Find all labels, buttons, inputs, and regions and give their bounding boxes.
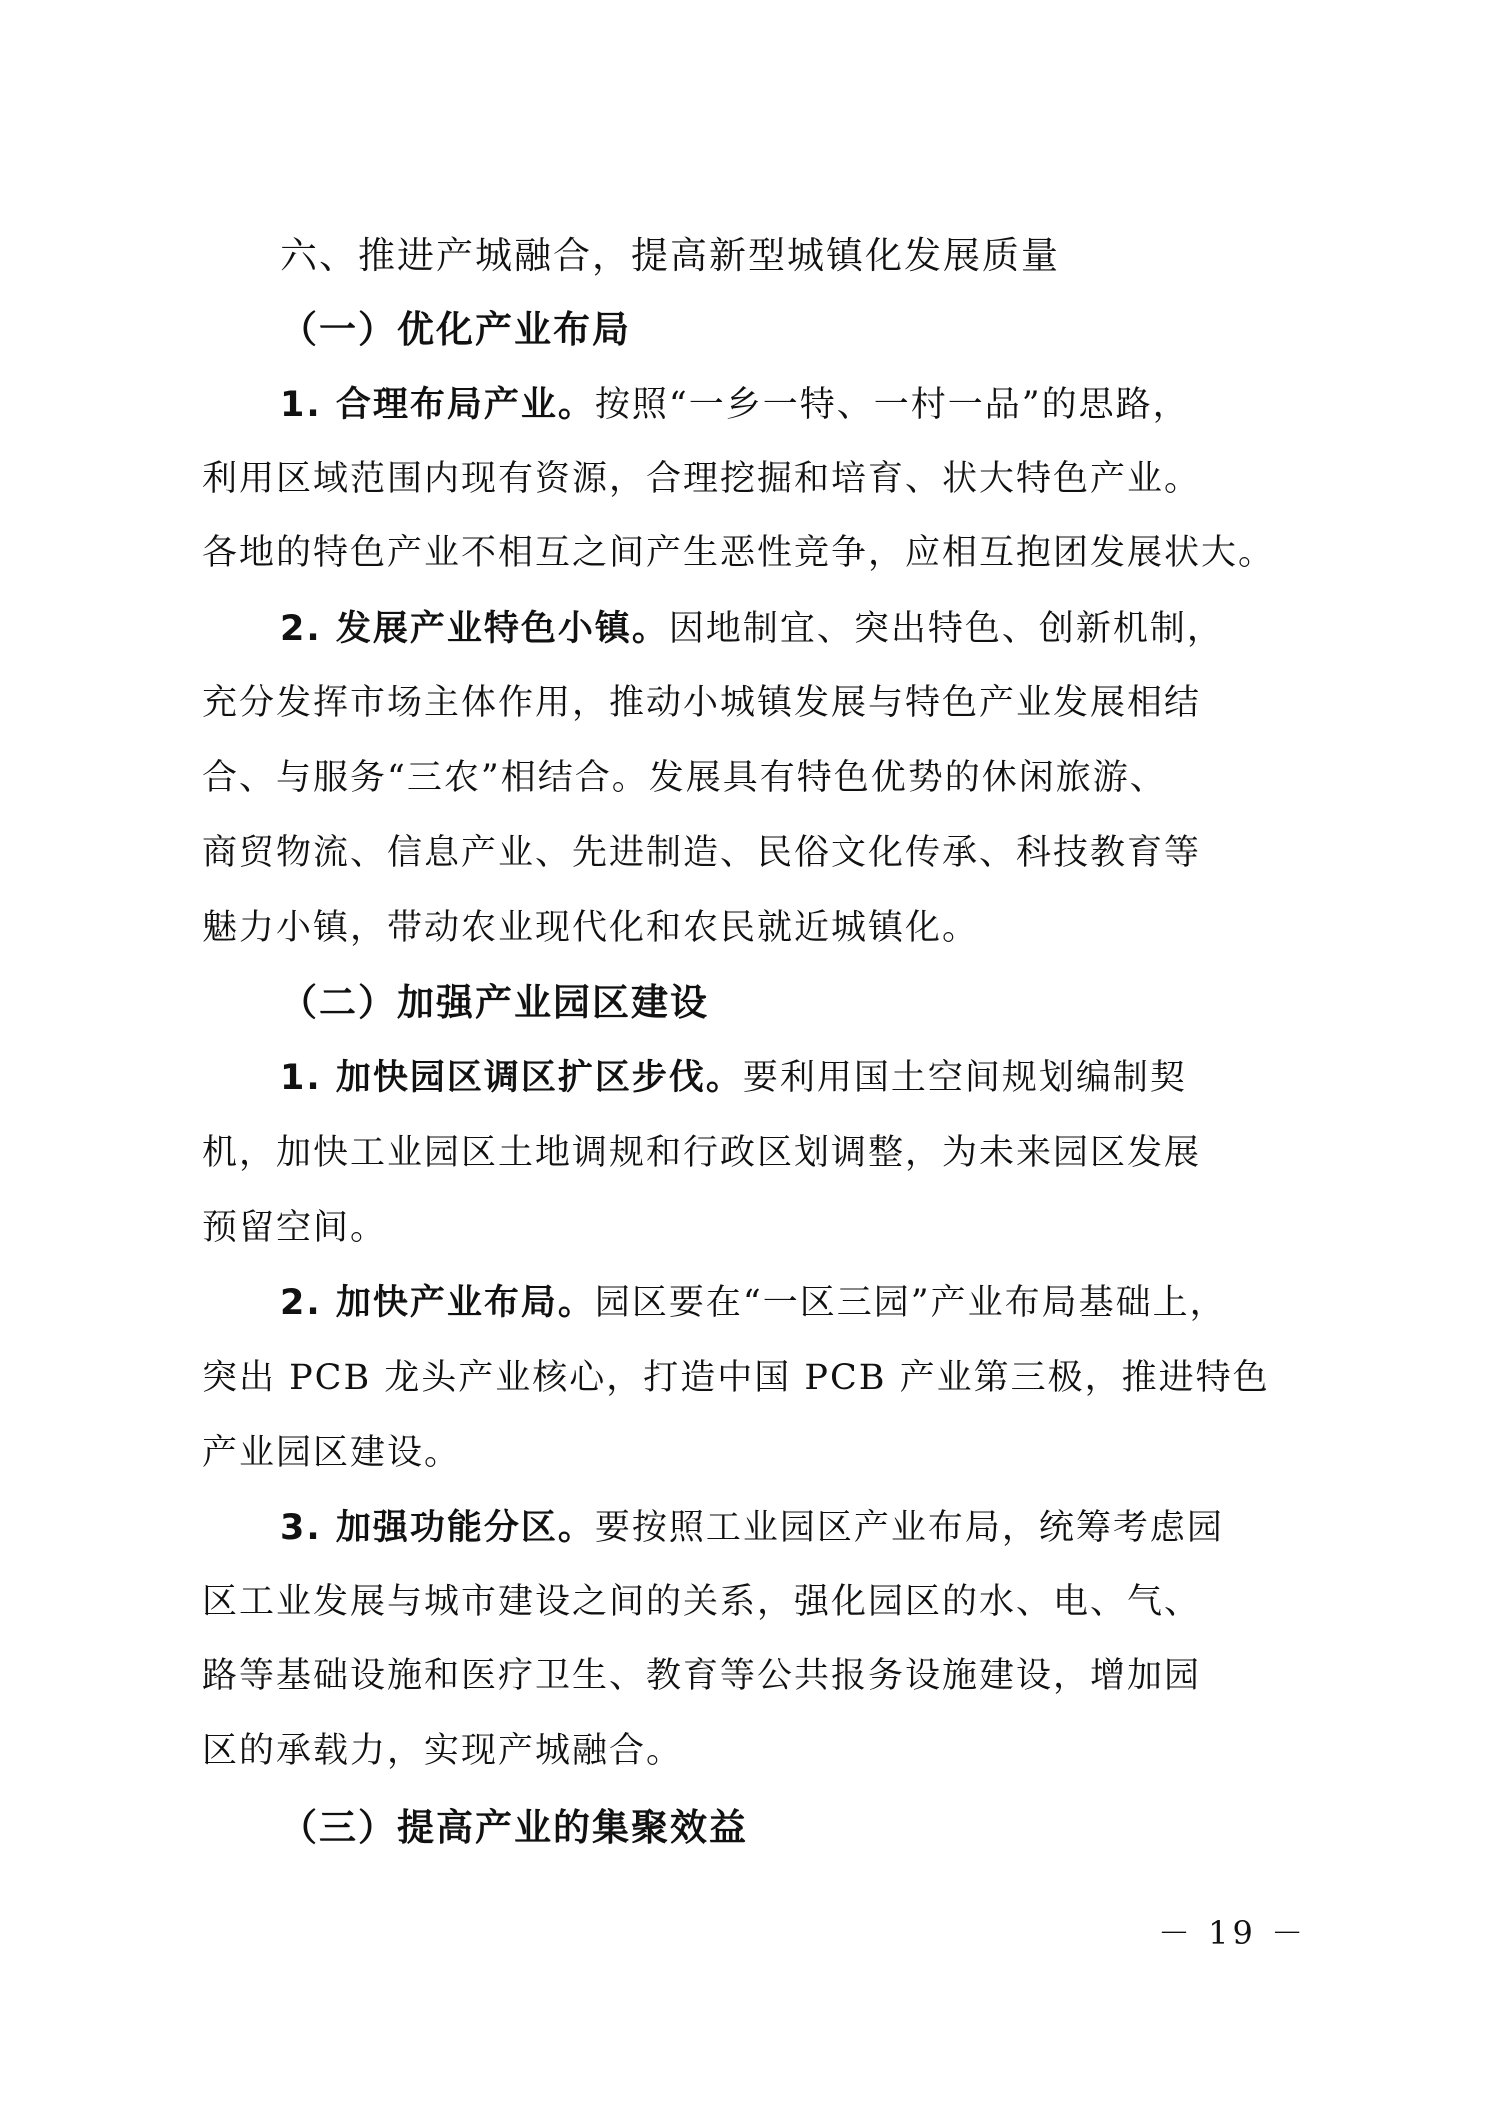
- paragraph-3-line-3: 预留空间。: [202, 1208, 388, 1248]
- subheading-3: （三）提高产业的集聚效益: [280, 1806, 748, 1849]
- paragraph-2-line-5: 魅力小镇，带动农业现代化和农民就近城镇化。: [202, 908, 980, 948]
- paragraph-3-line-2: 机，加快工业园区土地调规和行政区划调整，为未来园区发展: [202, 1133, 1202, 1173]
- paragraph-5-line-2: 区工业发展与城市建设之间的关系，强化园区的水、电、气、: [202, 1582, 1202, 1622]
- paragraph-2-lead: 2. 发展产业特色小镇。: [280, 609, 669, 649]
- subheading-1: （一）优化产业布局: [280, 308, 631, 351]
- paragraph-1-lead: 1. 合理布局产业。: [280, 385, 595, 425]
- paragraph-1-line-1: [280, 383, 1292, 428]
- page-number: － 19 －: [1158, 1914, 1308, 1952]
- paragraph-1-line-3: 各地的特色产业不相互之间产生恶性竞争，应相互抱团发展状大。: [202, 533, 1276, 573]
- paragraph-2-line-1-rest: 因地制宜、突出特色、创新机制，: [668, 609, 1224, 649]
- paragraph-2-line-2: 充分发挥市场主体作用，推动小城镇发展与特色产业发展相结: [202, 683, 1202, 723]
- paragraph-4-line-1: [280, 1281, 1292, 1326]
- paragraph-1-line-2: 利用区域范围内现有资源，合理挖掘和培育、状大特色产业。: [202, 459, 1202, 499]
- paragraph-2-line-4: 商贸物流、信息产业、先进制造、民俗文化传承、科技教育等: [202, 833, 1202, 873]
- paragraph-5-line-1: [280, 1506, 1292, 1551]
- paragraph-5-line-3: 路等基础设施和医疗卫生、教育等公共报务设施建设，增加园: [202, 1656, 1202, 1696]
- paragraph-1-line-1-rest: 按照“一乡一特、一村一品”的思路，: [594, 385, 1190, 425]
- paragraph-2-line-3: 合、与服务“三农”相结合。发展具有特色优势的休闲旅游、: [202, 758, 1167, 798]
- paragraph-5-lead: 3. 加强功能分区。: [280, 1508, 595, 1548]
- subheading-2: （二）加强产业园区建设: [280, 981, 709, 1024]
- paragraph-3-lead: 1. 加快园区调区扩区步伐。: [280, 1058, 743, 1098]
- section-title: 六、推进产城融合，提高新型城镇化发展质量: [280, 234, 1060, 277]
- paragraph-5-line-1-rest: 要按照工业园区产业布局，统筹考虑园: [594, 1508, 1224, 1548]
- paragraph-3-line-1: [280, 1056, 1292, 1101]
- paragraph-5-line-4: 区的承载力，实现产城融合。: [202, 1731, 684, 1771]
- paragraph-4-line-3: 产业园区建设。: [202, 1433, 462, 1473]
- paragraph-4-line-2: 突出 PCB 龙头产业核心，打造中国 PCB 产业第三极，推进特色: [202, 1358, 1270, 1398]
- paragraph-4-line-1-rest: 园区要在“一区三园”产业布局基础上，: [594, 1283, 1227, 1323]
- paragraph-3-line-1-rest: 要利用国土空间规划编制契: [742, 1058, 1187, 1098]
- paragraph-2-line-1: [280, 607, 1292, 652]
- paragraph-4-lead: 2. 加快产业布局。: [280, 1283, 595, 1323]
